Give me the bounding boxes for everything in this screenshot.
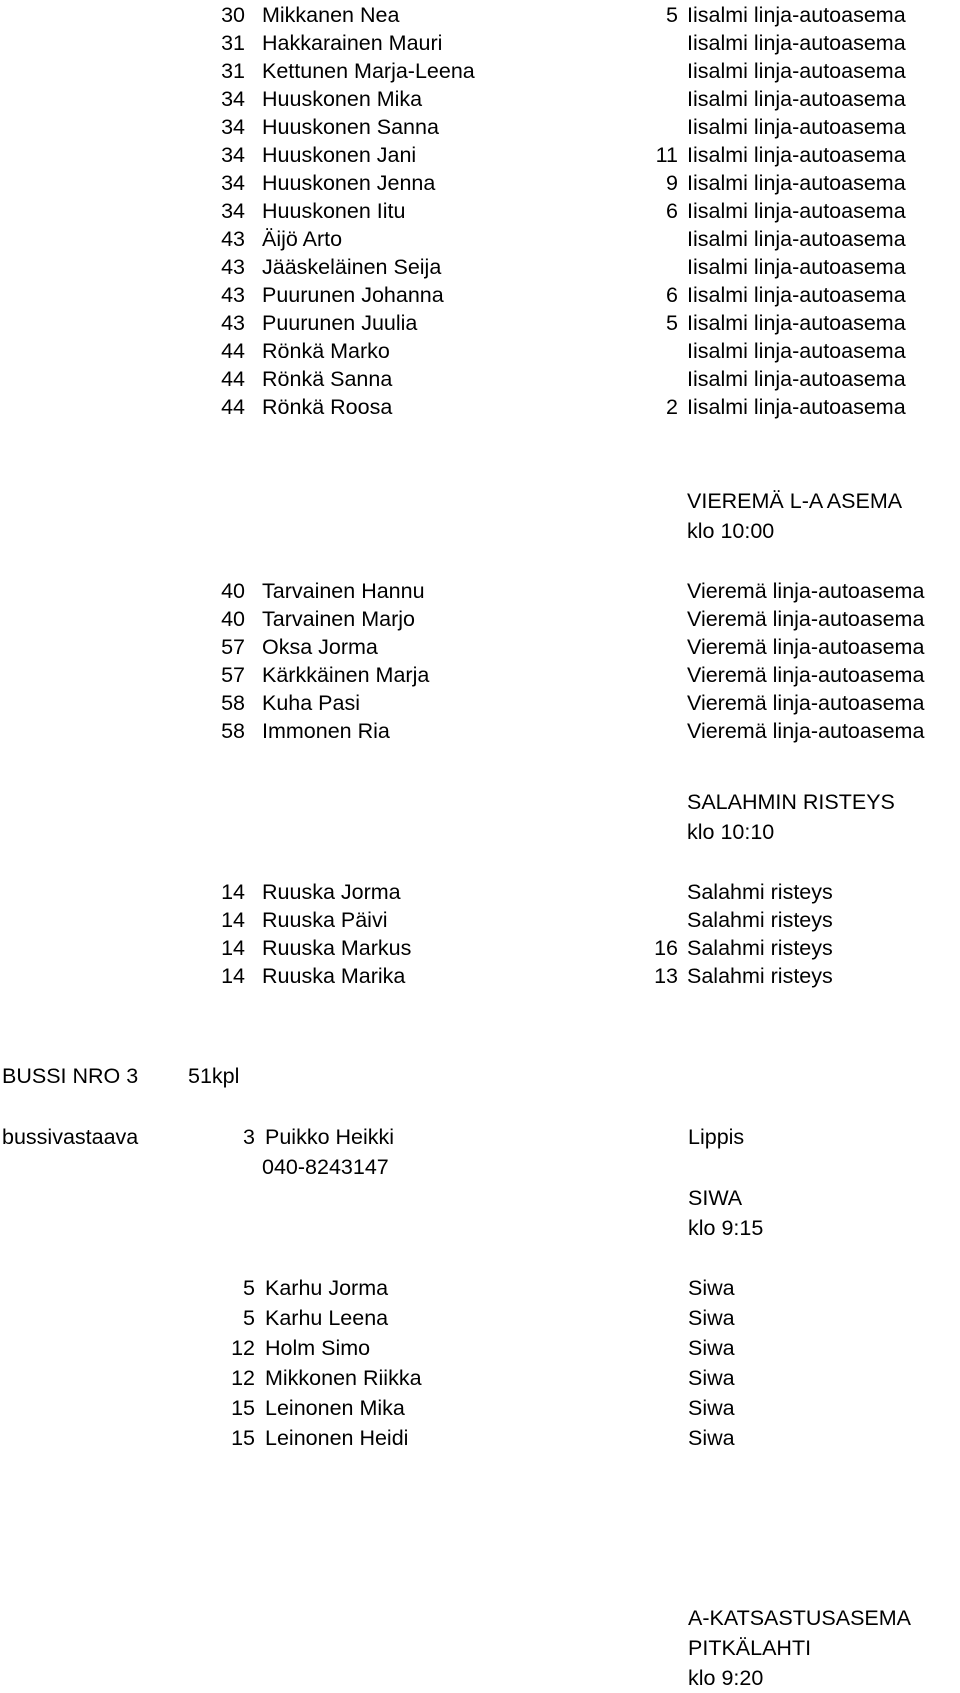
bus-leader-label: bussivastaava	[2, 1125, 139, 1149]
seat-number: 14	[221, 964, 245, 988]
seat-count: 9	[666, 171, 678, 195]
pickup-place: Salahmi risteys	[687, 880, 833, 904]
passenger-name: Huuskonen Sanna	[262, 115, 439, 139]
passenger-name: Hakkarainen Mauri	[262, 31, 443, 55]
pickup-place: Salahmi risteys	[687, 936, 833, 960]
pickup-place: Vieremä linja-autoasema	[687, 691, 925, 715]
bus-title: BUSSI NRO 3	[2, 1064, 139, 1088]
passenger-name: Huuskonen Jani	[262, 143, 417, 167]
passenger-name: Tarvainen Hannu	[262, 579, 425, 603]
passenger-name: Leinonen Mika	[265, 1396, 405, 1420]
seat-number: 14	[221, 908, 245, 932]
seat-number: 15	[231, 1396, 255, 1420]
seat-number: 34	[221, 171, 245, 195]
seat-number: 44	[221, 339, 245, 363]
pickup-place: Vieremä linja-autoasema	[687, 579, 925, 603]
pickup-place: Iisalmi linja-autoasema	[687, 227, 906, 251]
seat-count: 6	[666, 283, 678, 307]
pickup-place: Iisalmi linja-autoasema	[687, 283, 906, 307]
seat-count: 5	[666, 3, 678, 27]
seat-count	[638, 252, 678, 282]
passenger-name: Rönkä Sanna	[262, 367, 393, 391]
passenger-name: Huuskonen Iitu	[262, 199, 406, 223]
passenger-name: Mikkanen Nea	[262, 3, 400, 27]
seat-number: 44	[221, 395, 245, 419]
passenger-name: Huuskonen Mika	[262, 87, 423, 111]
seat-number: 5	[243, 1276, 255, 1300]
pickup-place: Iisalmi linja-autoasema	[687, 171, 906, 195]
seat-number: 14	[221, 936, 245, 960]
seat-count: 16	[654, 936, 678, 960]
bus-passenger-count: 51kpl	[188, 1064, 240, 1088]
seat-count: 6	[666, 199, 678, 223]
pickup-place: Iisalmi linja-autoasema	[687, 255, 906, 279]
stop-heading: VIEREMÄ L-A ASEMA	[687, 489, 903, 513]
stop-heading: SIWA	[688, 1186, 743, 1210]
stop-time: klo 10:00	[687, 519, 775, 543]
passenger-name: Puurunen Juulia	[262, 311, 418, 335]
passenger-name: Rönkä Marko	[262, 339, 390, 363]
passenger-name: Ruuska Päivi	[262, 908, 388, 932]
pickup-place: Iisalmi linja-autoasema	[687, 3, 906, 27]
pickup-place: Siwa	[688, 1366, 735, 1390]
stop-time: klo 9:20	[688, 1666, 764, 1690]
passenger-name: Leinonen Heidi	[265, 1426, 409, 1450]
stop-heading: A-KATSASTUSASEMA	[688, 1606, 912, 1630]
bus-leader-phone: 040-8243147	[262, 1155, 389, 1179]
seat-number: 34	[221, 143, 245, 167]
stop-time: klo 9:15	[688, 1216, 764, 1240]
seat-number: 34	[221, 87, 245, 111]
pickup-place: Salahmi risteys	[687, 964, 833, 988]
seat-number: 31	[221, 31, 245, 55]
passenger-name: Kettunen Marja-Leena	[262, 59, 475, 83]
seat-number: 40	[221, 579, 245, 603]
seat-count	[638, 905, 678, 935]
stop-heading: SALAHMIN RISTEYS	[687, 790, 895, 814]
pickup-place: Iisalmi linja-autoasema	[687, 143, 906, 167]
passenger-name: Puurunen Johanna	[262, 283, 444, 307]
passenger-name: Jääskeläinen Seija	[262, 255, 442, 279]
seat-number: 30	[221, 3, 245, 27]
seat-number: 58	[221, 719, 245, 743]
pickup-place: Iisalmi linja-autoasema	[687, 87, 906, 111]
passenger-name: Ruuska Markus	[262, 936, 412, 960]
seat-number: 12	[231, 1366, 255, 1390]
seat-count	[638, 877, 678, 907]
seat-number: 31	[221, 59, 245, 83]
seat-count	[638, 112, 678, 142]
seat-number: 34	[221, 199, 245, 223]
passenger-name: Karhu Leena	[265, 1306, 389, 1330]
seat-number: 15	[231, 1426, 255, 1450]
pickup-place: Iisalmi linja-autoasema	[687, 395, 906, 419]
passenger-name: Tarvainen Marjo	[262, 607, 415, 631]
seat-number: 3	[243, 1125, 255, 1149]
seat-number: 43	[221, 227, 245, 251]
seat-number: 57	[221, 663, 245, 687]
passenger-name: Kärkkäinen Marja	[262, 663, 430, 687]
pickup-place: Iisalmi linja-autoasema	[687, 339, 906, 363]
seat-count	[638, 224, 678, 254]
pickup-place: Siwa	[688, 1426, 735, 1450]
passenger-name: Holm Simo	[265, 1336, 371, 1360]
stop-heading-line-2: PITKÄLAHTI	[688, 1636, 812, 1660]
pickup-place: Iisalmi linja-autoasema	[687, 311, 906, 335]
pickup-place: Iisalmi linja-autoasema	[687, 199, 906, 223]
passenger-name: Oksa Jorma	[262, 635, 378, 659]
seat-number: 44	[221, 367, 245, 391]
seat-number: 43	[221, 283, 245, 307]
pickup-place: Salahmi risteys	[687, 908, 833, 932]
pickup-place: Iisalmi linja-autoasema	[687, 115, 906, 139]
passenger-name: Kuha Pasi	[262, 691, 361, 715]
pickup-place: Vieremä linja-autoasema	[687, 607, 925, 631]
seat-count: 11	[655, 143, 678, 167]
pickup-place: Siwa	[688, 1396, 735, 1420]
pickup-place: Siwa	[688, 1306, 735, 1330]
pickup-place: Vieremä linja-autoasema	[687, 719, 925, 743]
seat-count	[638, 84, 678, 114]
passenger-name: Mikkonen Riikka	[265, 1366, 422, 1390]
seat-count	[638, 336, 678, 366]
pickup-place: Iisalmi linja-autoasema	[687, 367, 906, 391]
bus-leader-name: Puikko Heikki	[265, 1125, 395, 1149]
stop-time: klo 10:10	[687, 820, 775, 844]
pickup-place: Siwa	[688, 1276, 735, 1300]
pickup-place: Siwa	[688, 1336, 735, 1360]
pickup-place: Iisalmi linja-autoasema	[687, 59, 906, 83]
pickup-place: Lippis	[688, 1125, 745, 1149]
seat-number: 57	[221, 635, 245, 659]
seat-number: 58	[221, 691, 245, 715]
passenger-name: Ruuska Marika	[262, 964, 406, 988]
seat-count: 13	[654, 964, 678, 988]
seat-number: 43	[221, 311, 245, 335]
pickup-place: Vieremä linja-autoasema	[687, 635, 925, 659]
seat-number: 43	[221, 255, 245, 279]
seat-number: 40	[221, 607, 245, 631]
passenger-name: Äijö Arto	[262, 227, 343, 251]
passenger-name: Rönkä Roosa	[262, 395, 393, 419]
seat-count: 5	[666, 311, 678, 335]
seat-number: 12	[231, 1336, 255, 1360]
pickup-place: Vieremä linja-autoasema	[687, 663, 925, 687]
seat-count	[638, 364, 678, 394]
seat-number: 5	[243, 1306, 255, 1330]
pickup-place: Iisalmi linja-autoasema	[687, 31, 906, 55]
seat-count: 2	[666, 395, 678, 419]
seat-number: 14	[221, 880, 245, 904]
passenger-name: Immonen Ria	[262, 719, 390, 743]
passenger-name: Huuskonen Jenna	[262, 171, 436, 195]
seat-number: 34	[221, 115, 245, 139]
seat-count	[638, 56, 678, 86]
seat-count	[638, 28, 678, 58]
passenger-name: Ruuska Jorma	[262, 880, 401, 904]
passenger-name: Karhu Jorma	[265, 1276, 389, 1300]
